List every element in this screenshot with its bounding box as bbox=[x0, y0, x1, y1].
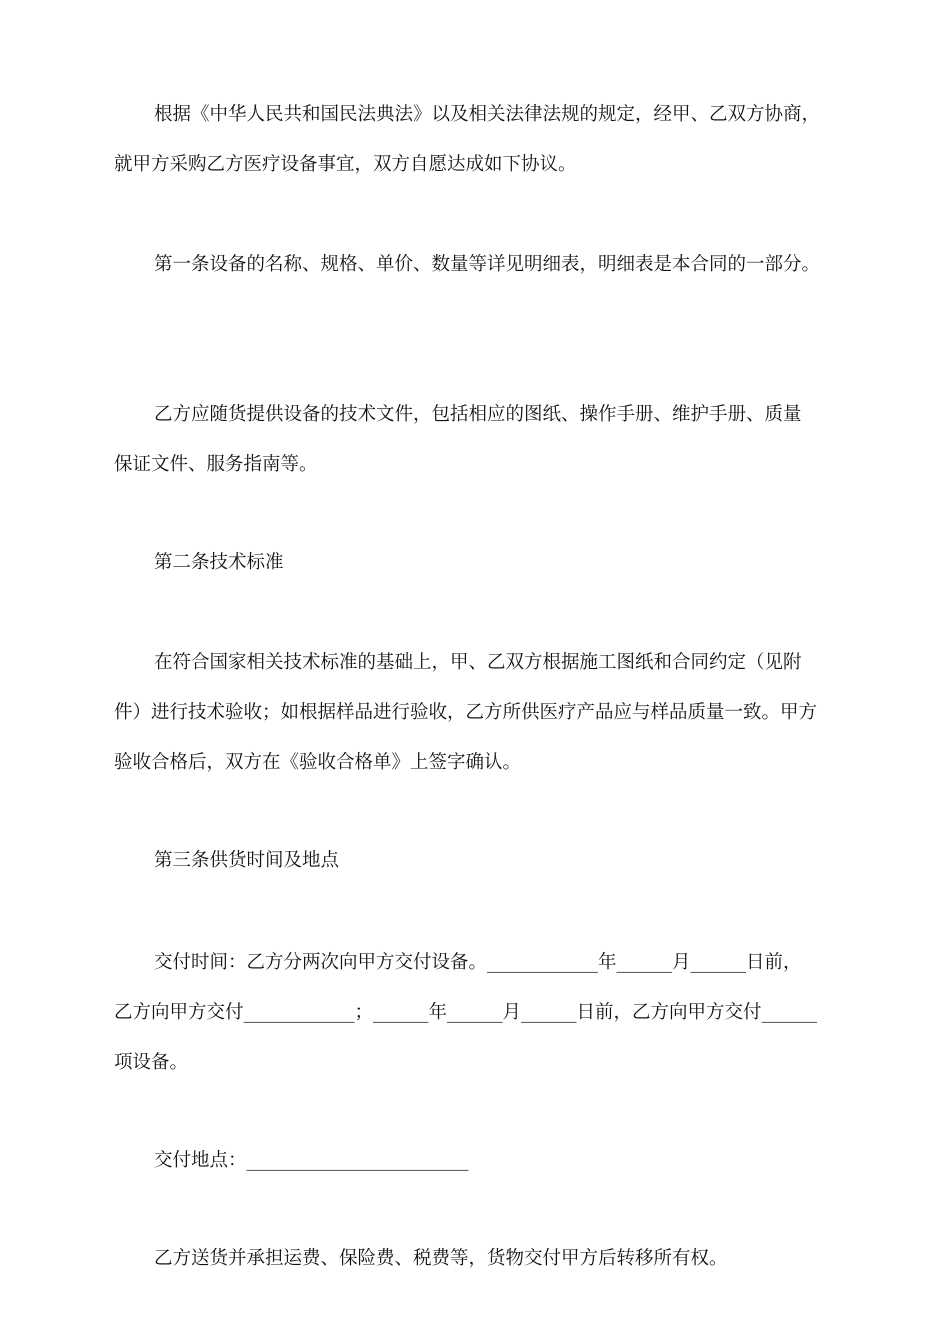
text-line: 乙方送货并承担运费、保险费、税费等，货物交付甲方后转移所有权。 bbox=[154, 1248, 728, 1269]
paragraph-shipping-costs bbox=[114, 1234, 844, 1284]
paragraph-technical-standards bbox=[114, 638, 844, 788]
paragraph-delivery-place bbox=[114, 1136, 844, 1186]
paragraph-article-1 bbox=[114, 240, 844, 290]
paragraph-preamble bbox=[114, 90, 844, 190]
article-3-heading: 第三条供货时间及地点 bbox=[154, 850, 340, 871]
article-2-heading: 第二条技术标准 bbox=[154, 552, 284, 573]
text-line: 就甲方采购乙方医疗设备事宜，双方自愿达成如下协议。 bbox=[114, 154, 577, 175]
text-line: 在符合国家相关技术标准的基础上，甲、乙双方根据施工图纸和合同约定（见附 bbox=[154, 652, 802, 673]
text-line: 保证文件、服务指南等。 bbox=[114, 454, 318, 475]
text-line: 乙方向甲方交付____________；______年______月______日前，乙方向甲方交付______ bbox=[114, 1002, 818, 1023]
paragraph-delivery-time bbox=[114, 938, 844, 1088]
text-line: 验收合格后，双方在《验收合格单》上签字确认。 bbox=[114, 752, 522, 773]
paragraph-technical-documents bbox=[114, 390, 844, 490]
text-line: 交付地点：________________________ bbox=[154, 1150, 469, 1171]
text-line: 根据《中华人民共和国民法典法》以及相关法律法规的规定，经甲、乙双方协商， bbox=[154, 104, 821, 125]
text-line: 第一条设备的名称、规格、单价、数量等详见明细表，明细表是本合同的一部分。 bbox=[154, 254, 821, 275]
text-line: 项设备。 bbox=[114, 1052, 189, 1073]
text-line: 件）进行技术验收；如根据样品进行验收，乙方所供医疗产品应与样品质量一致。甲方 bbox=[114, 702, 818, 723]
text-line: 乙方应随货提供设备的技术文件，包括相应的图纸、操作手册、维护手册、质量 bbox=[154, 404, 802, 425]
text-line: 交付时间：乙方分两次向甲方交付设备。____________年______月______日前， bbox=[154, 952, 802, 973]
